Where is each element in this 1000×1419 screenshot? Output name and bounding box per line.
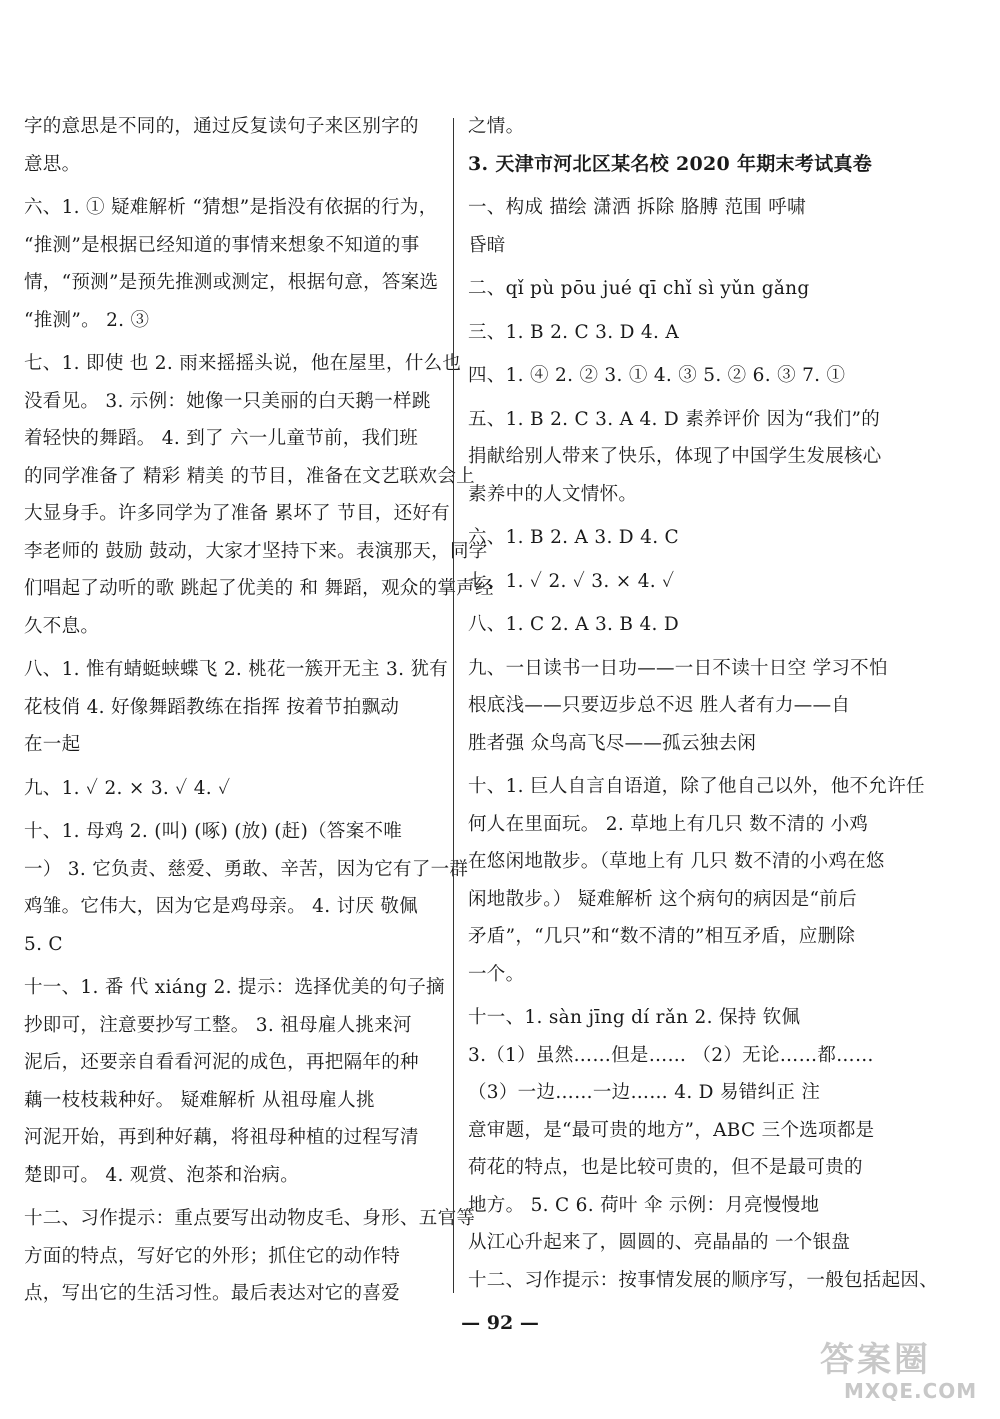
text-line: 根底浅——只要迈步总不迟 胜人者有力——自 xyxy=(468,695,851,716)
text-line: 九、1. ✓ 2. × 3. ✓ 4. ✓ xyxy=(24,777,231,799)
text-line: 六、1. B 2. A 3. D 4. C xyxy=(468,527,680,548)
text-line: 着轻快的舞蹈。 4. 到了 六一儿童节前，我们班 xyxy=(24,428,418,449)
text-line: 十、1. 巨人自言自语道，除了他自己以外，他不允许任 xyxy=(468,776,925,797)
text-line: 花枝俏 4. 好像舞蹈教练在指挥 按着节拍飘动 xyxy=(24,696,400,718)
text-line: 四、1. ④ 2. ② 3. ① 4. ③ 5. ② 6. ③ 7. ① xyxy=(468,365,846,386)
text-line: 字的意思是不同的，通过反复读句子来区别字的 xyxy=(24,116,419,137)
text-line: 八、1. 惟有蜻蜓蛱蝶飞 2. 桃花一簇开无主 3. 犹有 xyxy=(24,659,449,680)
text-line: 十、1. 母鸡 2. (叫) (啄) (放) (赶)（答案不唯 xyxy=(24,821,403,842)
text-line: 何人在里面玩。 2. 草地上有几只 数不清的 小鸡 xyxy=(468,813,869,835)
text-line: 藕一枝枝栽种好。 疑难解析 从祖母雇人挑 xyxy=(24,1089,375,1111)
text-line: 之情。 xyxy=(468,116,525,137)
text-line: 一个。 xyxy=(468,963,525,985)
text-line: 十二、习作提示：重点要写出动物皮毛、身形、五官等 xyxy=(24,1208,476,1229)
text-line: 泥后，还要亲自看看河泥的成色，再把隔年的种 xyxy=(24,1052,419,1073)
text-line: 的同学准备了 精彩 精美 的节目，准备在文艺联欢会上 xyxy=(24,465,475,487)
text-line: 七、1. ✓ 2. ✓ 3. × 4. ✓ xyxy=(468,570,675,592)
text-line: 六、1. ① 疑难解析 “猜想”是指没有依据的行为， xyxy=(24,197,438,218)
text-line: 八、1. C 2. A 3. B 4. D xyxy=(468,614,680,635)
text-line: 久不息。 xyxy=(24,615,100,637)
text-line: 九、一日读书一日功——一日不读十日空 学习不怕 xyxy=(468,657,888,679)
text-line: 十一、1. 番 代 xiáng 2. 提示：选择优美的句子摘 xyxy=(24,977,445,998)
text-line: 荷花的特点，也是比较可贵的，但不是最可贵的 xyxy=(468,1157,863,1178)
page-number: — 92 — xyxy=(461,1312,539,1334)
text-line: 捐献给别人带来了快乐，体现了中国学生发展核心 xyxy=(468,446,882,467)
text-line: 3.（1）虽然……但是…… （2）无论……都…… xyxy=(468,1044,874,1066)
text-line: 十二、习作提示：按事情发展的顺序写，一般包括起因、 xyxy=(468,1269,939,1291)
text-line: 大显身手。许多同学为了准备 累坏了 节目，还好有 xyxy=(24,503,450,524)
right-column xyxy=(468,108,939,1299)
text-line: 在悠闲地散步。（草地上有 几只 数不清的小鸡在悠 xyxy=(468,851,885,872)
text-line: 二、qǐ pù pōu jué qī chǐ sì yǔn gǎng xyxy=(468,278,810,299)
text-line: 闲地散步。） 疑难解析 这个病句的病因是“前后 xyxy=(468,888,857,910)
text-line: 五、1. B 2. C 3. A 4. D 素养评价 因为“我们”的 xyxy=(468,408,881,430)
column-divider xyxy=(453,118,454,1293)
text-line: 胜者强 众鸟高飞尽——孤云独去闲 xyxy=(468,732,757,754)
text-line: 方面的特点，写好它的外形；抓住它的动作特 xyxy=(24,1245,401,1267)
text-line: “推测”是根据已经知道的事情来想象不知道的事 xyxy=(24,234,420,256)
watermark-logo xyxy=(820,1340,988,1412)
text-line: 从江心升起来了，圆圆的、亮晶晶的 一个银盘 xyxy=(468,1232,851,1253)
text-line: 李老师的 鼓励 鼓动，大家才坚持下来。表演那天，同学 xyxy=(24,540,488,562)
text-line: 昏暗 xyxy=(468,234,506,256)
text-line: 情，“预测”是预先推测或测定，根据句意，答案选 xyxy=(24,272,439,293)
text-line: （3）一边……一边…… 4. D 易错纠正 注 xyxy=(468,1082,821,1103)
text-line: “推测”。 2. ③ xyxy=(24,309,150,331)
text-line: 意审题，是“最可贵的地方”，ABC 三个选项都是 xyxy=(468,1119,875,1141)
text-line: 一） 3. 它负责、慈爱、勇敢、辛苦，因为它有了一群 xyxy=(24,858,469,880)
text-line: 们唱起了动听的歌 跳起了优美的 和 舞蹈，观众的掌声经 xyxy=(24,578,494,599)
text-line: 5. C xyxy=(24,933,63,955)
text-line: 一、构成 描绘 潇洒 拆除 胳膊 范围 呼啸 xyxy=(468,197,806,218)
text-line: 素养中的人文情怀。 xyxy=(468,483,638,505)
text-line: 三、1. B 2. C 3. D 4. A xyxy=(468,321,680,343)
section-heading: 3. 天津市河北区某名校 2020 年期末考试真卷 xyxy=(468,152,873,175)
text-line: 河泥开始，再到种好藕，将祖母种植的过程写清 xyxy=(24,1127,419,1148)
text-line: 七、1. 即使 也 2. 雨来摇摇头说，他在屋里，什么也 xyxy=(24,353,462,374)
watermark-url: MXQE.COM xyxy=(844,1379,978,1403)
text-line: 十一、1. sàn jīng dí rǎn 2. 保持 钦佩 xyxy=(468,1007,801,1028)
text-line: 抄即可，注意要抄写工整。 3. 祖母雇人挑来河 xyxy=(24,1014,412,1036)
text-line: 没看见。 3. 示例：她像一只美丽的白天鹅一样跳 xyxy=(24,390,431,412)
text-line: 意思。 xyxy=(24,153,81,175)
watermark-text: 答案圈 xyxy=(820,1340,931,1380)
text-line: 在一起 xyxy=(24,734,81,755)
text-line: 地方。 5. C 6. 荷叶 伞 示例：月亮慢慢地 xyxy=(468,1194,820,1216)
text-line: 矛盾”，“几只”和“数不清的”相互矛盾，应删除 xyxy=(468,926,856,947)
text-line: 楚即可。 4. 观赏、泡茶和治病。 xyxy=(24,1164,300,1186)
text-line: 点，写出它的生活习性。最后表达对它的喜爱 xyxy=(24,1283,401,1304)
text-line: 鸡雏。它伟大，因为它是鸡母亲。 4. 讨厌 敬佩 xyxy=(24,896,418,917)
